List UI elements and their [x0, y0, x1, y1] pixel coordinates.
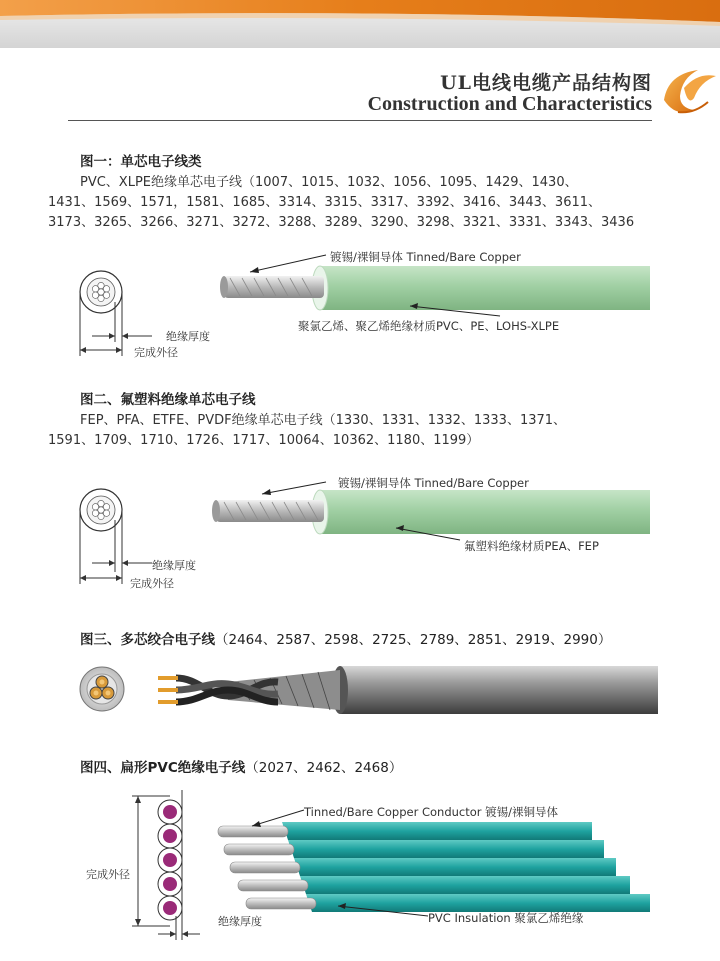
page-title-en: Construction and Characteristics [367, 93, 652, 115]
section-4-title [80, 756, 402, 776]
section-1-od-label: 完成外径 [134, 346, 178, 359]
section-2-insulation-label: 氟塑料绝缘材质PEA、FEP [464, 539, 599, 553]
brand-logo-icon [654, 62, 720, 128]
section-3-multicore-cable-illustration [78, 656, 658, 722]
section-2-text [48, 411, 648, 451]
section-3-title [80, 628, 611, 648]
section-4-insulation-label: PVC Insulation 聚氯乙烯绝缘 [428, 911, 584, 925]
section-4-flat-cable-cross-section [128, 790, 200, 946]
section-1-insulation-label: 聚氯乙烯、聚乙烯绝缘材质PVC、PE、LOHS-XLPE [298, 319, 560, 333]
section-1-conductor-label: 镀锡/裸铜导体 Tinned/Bare Copper [330, 250, 521, 264]
title-divider [68, 120, 652, 121]
section-3-title-text: 图三、多芯绞合电子线 [80, 632, 215, 648]
section-4-title-text: 图四、扁形PVC绝缘电子线 [80, 760, 246, 776]
section-4-codes: （2027、2462、2468） [245, 760, 403, 776]
top-decorative-band [0, 0, 720, 48]
section-4-thickness-label: 绝缘厚度 [218, 915, 262, 928]
section-2-title: 图二、氟塑料绝缘单芯电子线 [80, 392, 256, 408]
section-2-od-label: 完成外径 [130, 577, 174, 590]
section-2-text-line1: FEP、PFA、ETFE、PVDF绝缘单芯电子线（1330、1331、1332、1333、1371、 [80, 413, 567, 428]
section-1-text-line1: PVC、XLPE绝缘单芯电子线（1007、1015、1032、1056、1095、1429、1430、 [80, 175, 578, 190]
section-4-od-label: 完成外径 [86, 868, 130, 881]
section-1-thickness-label: 绝缘厚度 [166, 330, 210, 343]
section-1-text-line2: 1431、1569、1571，1581、1685、3314、3315、3317、3392、3416、3443、3611、 [48, 195, 602, 210]
section-2-thickness-label: 绝缘厚度 [152, 559, 196, 572]
section-4-conductor-label: Tinned/Bare Copper Conductor 镀锡/裸铜导体 [304, 805, 559, 819]
section-2-conductor-label: 镀锡/裸铜导体 Tinned/Bare Copper [338, 476, 529, 490]
section-1-title: 图一：单芯电子线类 [80, 154, 202, 170]
page-title-cn: UL电线电缆产品结构图 [440, 72, 652, 94]
section-2-text-line2: 1591、1709、1710、1726、1717、10064、10362、1180、1199） [48, 433, 480, 448]
section-1-text-line3: 3173、3265、3266、3271、3272、3288、3289、3290、3298、3321、3331、3343、3436 [48, 215, 635, 230]
section-2-cross-section-diagram [72, 480, 152, 590]
section-3-codes: （2464、2587、2598、2725、2789、2851、2919、2990） [215, 632, 612, 648]
section-1-text [48, 173, 648, 233]
